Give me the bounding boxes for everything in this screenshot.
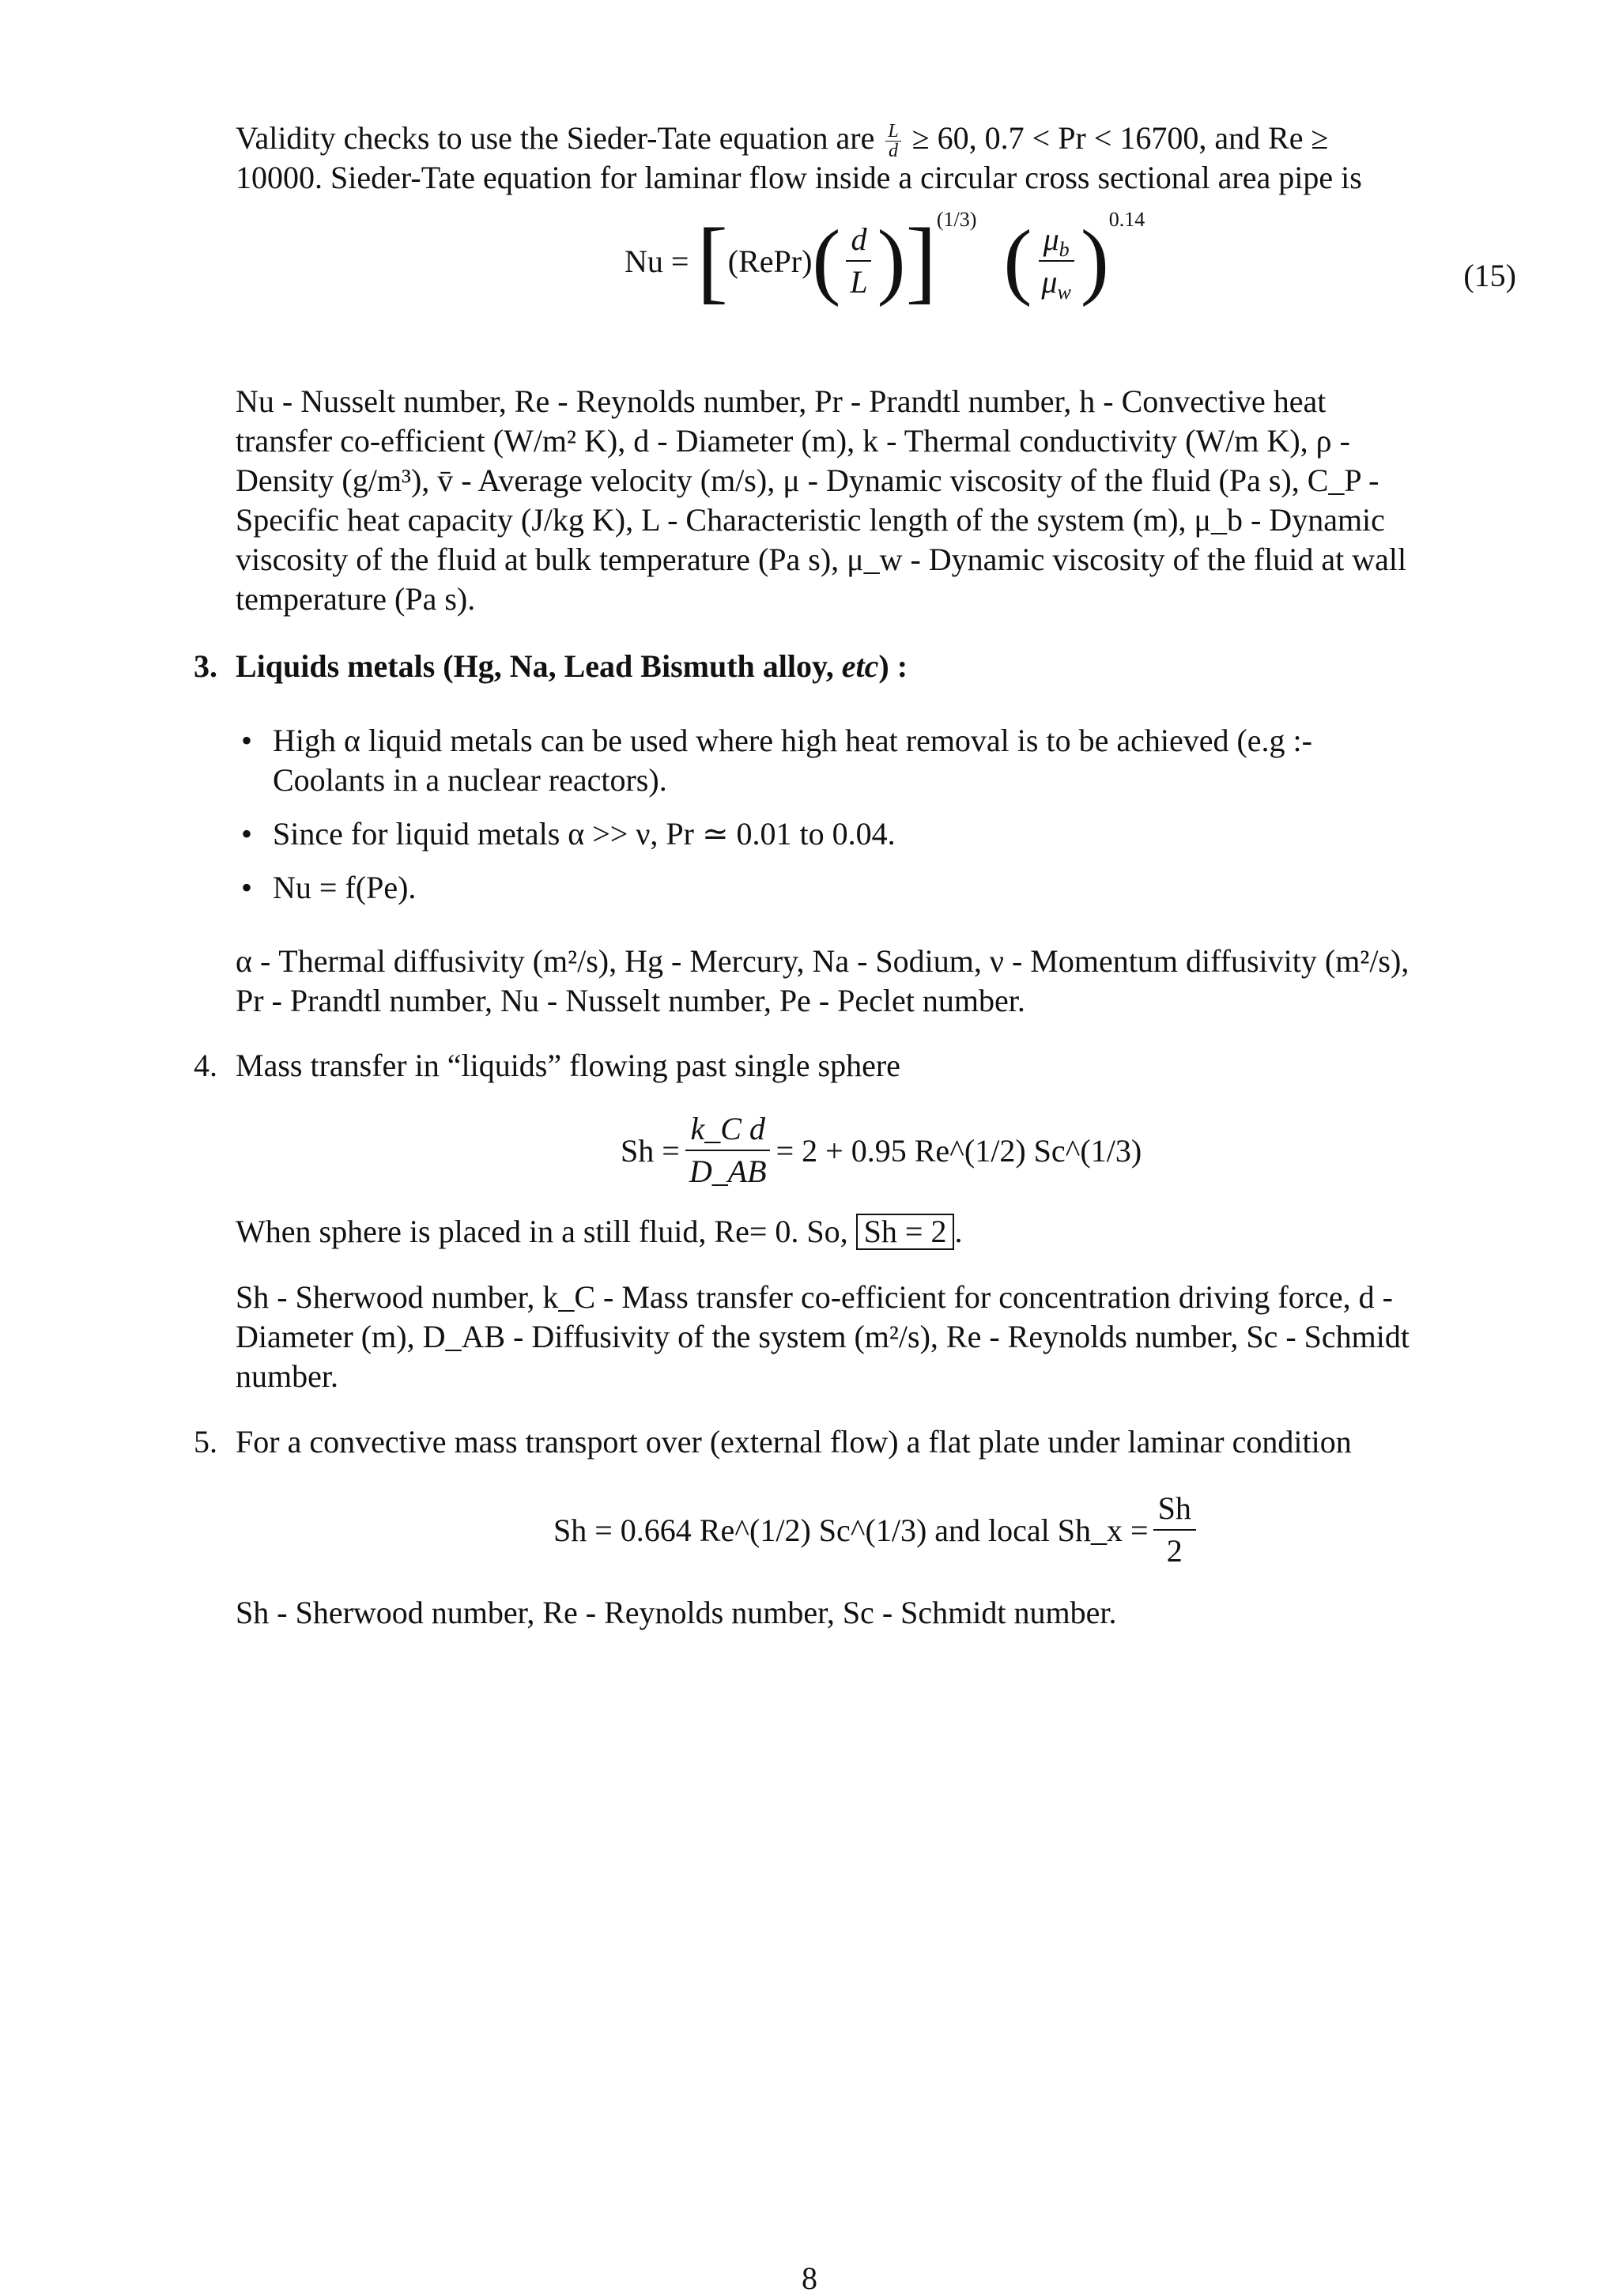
equation-number: (15) xyxy=(1463,258,1516,293)
bullet-1-cont: Coolants in a nuclear reactors). xyxy=(273,762,667,798)
boxed-result: Sh = 2 xyxy=(856,1214,955,1250)
legend-1-line-4: Specific heat capacity (J/kg K), L - Characteristic length of the system (m), μ_b - Dynamic xyxy=(236,502,1385,538)
item-3-legend-line-1: α - Thermal diffusivity (m²/s), Hg - Mercury, Na - Sodium, ν - Momentum diffusivity (m²/s), xyxy=(236,943,1410,979)
legend-1-line-6: temperature (Pa s). xyxy=(236,581,476,617)
legend-1-line-5: viscosity of the fluid at bulk temperature (Pa s), μ_w - Dynamic viscosity of the fluid at wall xyxy=(236,542,1407,577)
validity-line-1: Validity checks to use the Sieder-Tate equation are $\frac{L}{d}$ ≥ 60, 0.7 < Pr < 16700, and Re ≥ xyxy=(236,120,1329,162)
item-4-legend-line-1: Sh - Sherwood number, k_C - Mass transfer co-efficient for concentration driving force, d - xyxy=(236,1279,1393,1315)
flat-plate-equation: Sh = 0.664 Re^(1/2) Sc^(1/3) and local Sh_x = $\frac{Sh}{2}$ xyxy=(553,1482,1201,1577)
item-3-legend-line-2: Pr - Prandtl number, Nu - Nusselt number, Pe - Peclet number. xyxy=(236,983,1025,1018)
bullet-1: • High α liquid metals can be used where high heat removal is to be achieved (e.g :- xyxy=(273,721,1516,761)
l-over-d-fraction: $\frac{L}{d}$ xyxy=(885,122,900,160)
equation-15: Nu = [ (RePr) ( $\frac{d}{L}$ ) ] (1/3) ( $\frac{\mu_b}{\mu_w}$ ) 0.14 xyxy=(625,208,1145,312)
validity-line-2: 10000. Sieder-Tate equation for laminar flow inside a circular cross sectional area pipe is xyxy=(236,160,1362,195)
item-4-legend-line-2: Diameter (m), D_AB - Diffusivity of the system (m²/s), Re - Reynolds number, Sc - Schmidt xyxy=(236,1319,1410,1354)
item-5-legend: Sh - Sherwood number, Re - Reynolds number, Sc - Schmidt number. xyxy=(236,1595,1117,1630)
bullet-dot: • xyxy=(241,723,253,758)
page-number: 8 xyxy=(802,2260,817,2296)
sphere-equation: Sh = $\frac{\text{k\_C d}}{D\_AB}$ = 2 + 0.95 Re^(1/2) Sc^(1/3) xyxy=(621,1111,1142,1189)
legend-1-line-2: transfer co-efficient (W/m² K), d - Diameter (m), k - Thermal conductivity (W/m K), ρ - xyxy=(236,423,1350,459)
item-4-heading: 4. Mass transfer in “liquids” flowing past single sphere xyxy=(194,1048,900,1083)
sh-over-2-fraction: $\frac{Sh}{2}$ xyxy=(1153,1491,1196,1569)
bullet-3: • Nu = f(Pe). xyxy=(273,868,1516,908)
d-over-l-fraction: $\frac{d}{L}$ xyxy=(845,222,872,300)
bullet-dot: • xyxy=(241,816,253,852)
kc-d-over-dab-fraction: $\frac{\text{k\_C d}}{D\_AB}$ xyxy=(685,1112,772,1189)
item-3-heading: 3. Liquids metals (Hg, Na, Lead Bismuth alloy, etc) : xyxy=(194,648,908,684)
bullet-2: • Since for liquid metals α >> ν, Pr ≃ 0.01 to 0.04. xyxy=(273,814,1516,854)
legend-1-line-1: Nu - Nusselt number, Re - Reynolds number, Pr - Prandtl number, h - Convective heat xyxy=(236,383,1327,419)
item-5-heading: 5. For a convective mass transport over (external flow) a flat plate under laminar condition xyxy=(194,1424,1352,1460)
item-4-legend-line-3: number. xyxy=(236,1358,338,1394)
still-fluid-line: When sphere is placed in a still fluid, Re= 0. So, Sh = 2 . xyxy=(236,1214,963,1249)
legend-1-line-3: Density (g/m³), v̄ - Average velocity (m/s), μ - Dynamic viscosity of the fluid (Pa s), C_P - xyxy=(236,463,1379,498)
bullet-dot: • xyxy=(241,870,253,905)
viscosity-ratio-fraction: $\frac{\mu_b}{\mu_w}$ xyxy=(1036,222,1075,300)
